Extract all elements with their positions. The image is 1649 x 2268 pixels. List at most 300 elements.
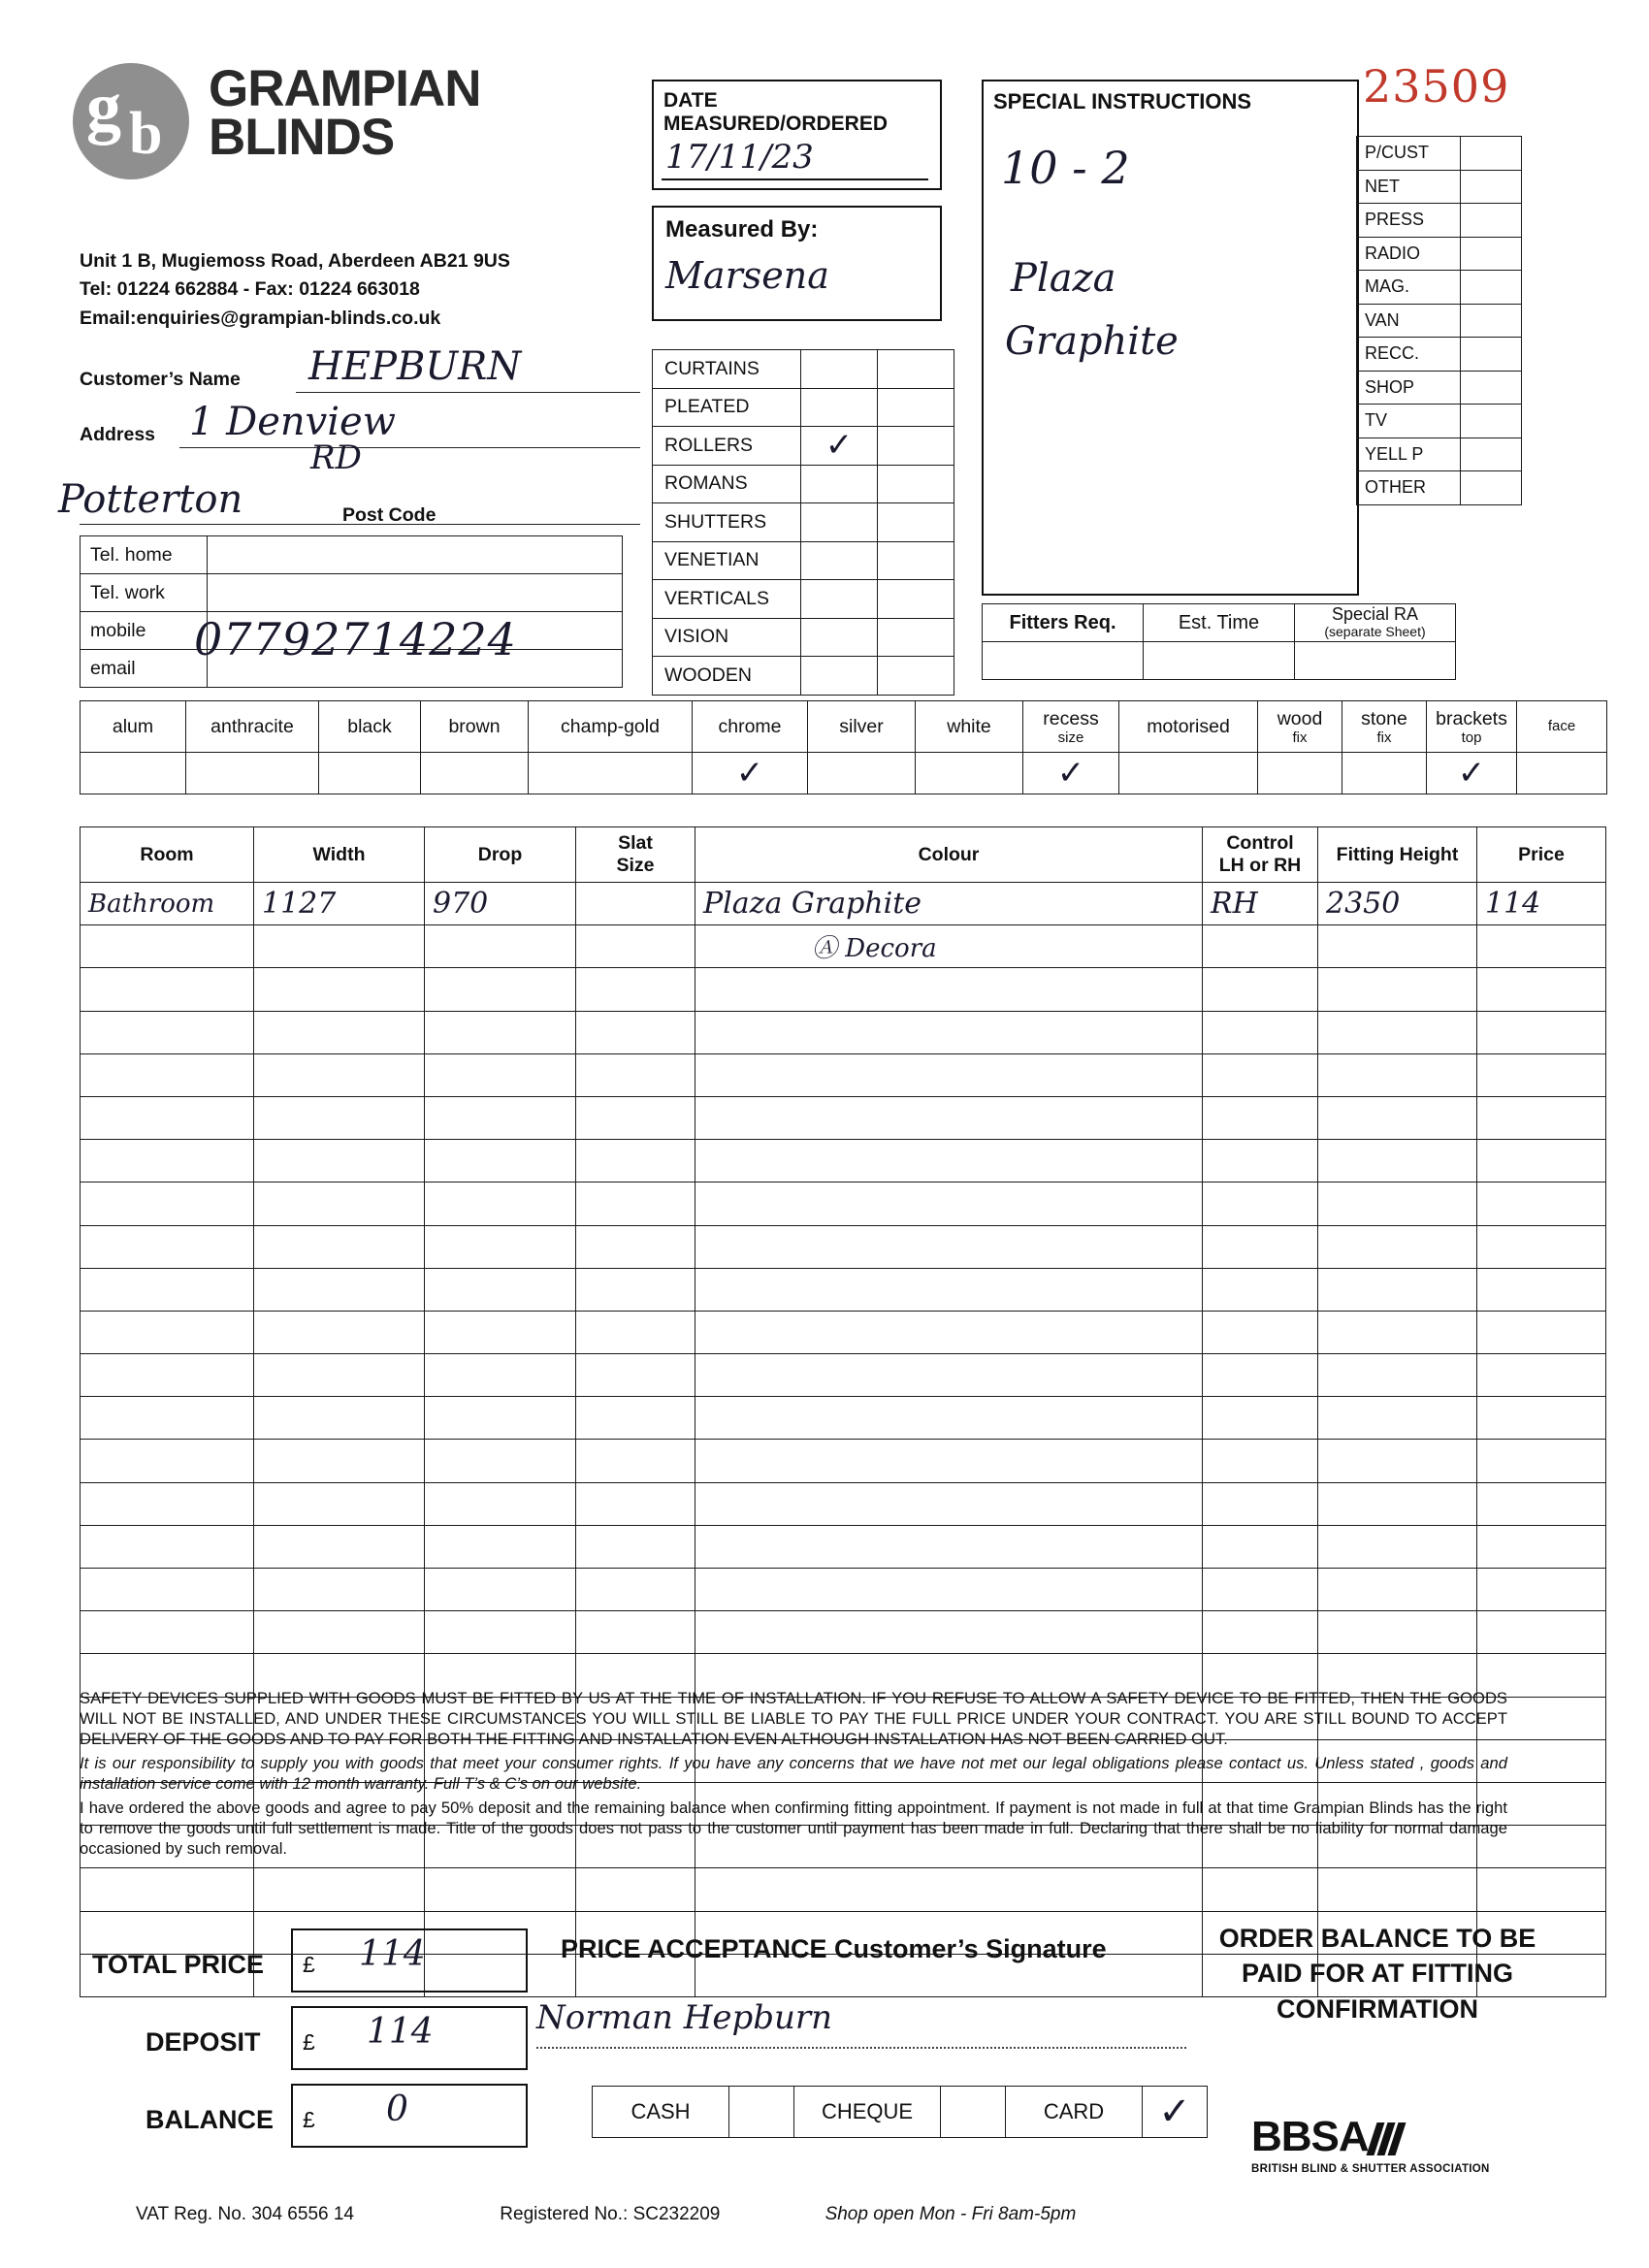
cell-empty[interactable] — [425, 1225, 576, 1268]
media-value[interactable] — [1461, 371, 1522, 405]
cell-empty[interactable] — [81, 1482, 254, 1525]
cell-empty[interactable] — [81, 1569, 254, 1611]
cell-empty[interactable] — [81, 1868, 254, 1911]
media-label: YELL P — [1357, 437, 1461, 471]
cell-empty[interactable] — [81, 1096, 254, 1139]
cell-empty[interactable] — [254, 1096, 425, 1139]
table-row[interactable] — [81, 883, 1606, 925]
cell-empty[interactable] — [1203, 1096, 1318, 1139]
media-label: PRESS — [1357, 204, 1461, 238]
product-type-check-2[interactable] — [878, 580, 954, 619]
deposit-value[interactable]: 114 — [367, 2012, 434, 2052]
cell-empty[interactable] — [1203, 1868, 1318, 1911]
cell-empty[interactable] — [81, 1911, 254, 1954]
option-check-cell[interactable] — [319, 753, 421, 794]
product-type-label: PLEATED — [653, 388, 801, 427]
product-type-row — [653, 350, 954, 389]
cell-empty[interactable] — [425, 1268, 576, 1311]
cell-empty[interactable] — [1318, 1354, 1477, 1397]
cell-empty[interactable] — [81, 1525, 254, 1568]
payment-method-label: CHEQUE — [794, 2087, 941, 2138]
cell-empty[interactable] — [1318, 1868, 1477, 1911]
customer-address-value-2[interactable]: RD — [310, 438, 362, 477]
product-type-check-2[interactable] — [878, 427, 954, 466]
media-value[interactable] — [1461, 304, 1522, 338]
cell-empty[interactable] — [1318, 968, 1477, 1011]
balance-value[interactable]: 0 — [386, 2090, 408, 2129]
payment-method-label: CASH — [593, 2087, 729, 2138]
cell-fitting_height-cont[interactable] — [1318, 925, 1477, 968]
cell-empty[interactable] — [695, 1611, 1203, 1654]
table-row[interactable] — [81, 968, 1606, 1011]
cell-empty[interactable] — [695, 1053, 1203, 1096]
table-row[interactable] — [81, 1440, 1606, 1482]
cell-empty[interactable] — [254, 1482, 425, 1525]
media-value[interactable] — [1461, 471, 1522, 505]
cell-price-cont[interactable] — [1477, 925, 1606, 968]
column-header — [425, 827, 576, 883]
cell-empty[interactable] — [1318, 1225, 1477, 1268]
customer-name-value[interactable]: HEPBURN — [308, 344, 522, 389]
media-value[interactable] — [1461, 271, 1522, 305]
product-type-check-2[interactable] — [878, 618, 954, 657]
cell-empty[interactable] — [576, 1611, 695, 1654]
cell-control-cont[interactable] — [1203, 925, 1318, 968]
cell-empty[interactable] — [576, 1525, 695, 1568]
media-value[interactable] — [1461, 204, 1522, 238]
cell-empty[interactable] — [576, 1482, 695, 1525]
option-check-cell[interactable] — [1517, 753, 1607, 794]
cell-empty[interactable] — [1477, 1053, 1606, 1096]
cell-slat[interactable] — [576, 883, 695, 925]
product-type-check-1[interactable] — [801, 350, 878, 389]
option-header — [81, 701, 186, 753]
cell-empty[interactable] — [576, 1268, 695, 1311]
option-check-cell[interactable] — [1258, 753, 1342, 794]
cell-empty[interactable] — [1203, 1482, 1318, 1525]
cell-empty[interactable] — [81, 1011, 254, 1053]
cell-empty[interactable] — [576, 1868, 695, 1911]
table-row[interactable] — [81, 1397, 1606, 1440]
option-check-cell[interactable] — [808, 753, 916, 794]
option-check-cell[interactable] — [1427, 753, 1517, 794]
product-type-check-1[interactable] — [801, 580, 878, 619]
option-check-cell[interactable] — [186, 753, 319, 794]
media-label: RADIO — [1357, 237, 1461, 271]
cell-empty[interactable] — [254, 1440, 425, 1482]
cell-empty[interactable] — [425, 1354, 576, 1397]
contact-value[interactable] — [208, 536, 623, 574]
table-row[interactable] — [81, 1011, 1606, 1053]
company-email: Email:enquiries@grampian-blinds.co.uk — [80, 307, 441, 329]
cell-empty[interactable] — [1318, 1096, 1477, 1139]
cell-empty[interactable] — [1203, 1140, 1318, 1183]
cell-empty[interactable] — [695, 1183, 1203, 1225]
cell-empty[interactable] — [81, 1611, 254, 1654]
cell-empty[interactable] — [81, 1440, 254, 1482]
cell-empty[interactable] — [1318, 1268, 1477, 1311]
payment-method-check[interactable] — [729, 2087, 794, 2138]
cell-empty[interactable] — [1477, 1011, 1606, 1053]
option-check-cell[interactable] — [1342, 753, 1427, 794]
cell-empty[interactable] — [576, 1397, 695, 1440]
cell-empty[interactable] — [576, 1311, 695, 1353]
cell-empty[interactable] — [1477, 968, 1606, 1011]
product-type-check-1[interactable] — [801, 657, 878, 696]
media-label: TV — [1357, 405, 1461, 438]
cell-empty[interactable] — [695, 1525, 1203, 1568]
option-check-cell[interactable] — [421, 753, 529, 794]
mobile-value-handwritten[interactable]: 07792714224 — [194, 613, 517, 665]
payment-method-check[interactable] — [941, 2087, 1006, 2138]
cell-empty[interactable] — [81, 968, 254, 1011]
cell-empty[interactable] — [1203, 1611, 1318, 1654]
balance-box[interactable] — [291, 2084, 528, 2148]
est-time-label: Est. Time — [1144, 604, 1295, 642]
price-acceptance-title — [561, 1934, 1107, 1964]
cell-empty[interactable] — [1203, 1225, 1318, 1268]
table-row[interactable] — [81, 1053, 1606, 1096]
cell-empty[interactable] — [695, 1096, 1203, 1139]
product-type-check-2[interactable] — [878, 388, 954, 427]
cell-empty[interactable] — [1318, 1311, 1477, 1353]
cell-empty[interactable] — [254, 1569, 425, 1611]
cell-empty[interactable] — [1318, 1611, 1477, 1654]
cell-control[interactable]: RH — [1203, 883, 1318, 925]
cell-empty[interactable] — [576, 1096, 695, 1139]
table-row[interactable] — [81, 1482, 1606, 1525]
media-label: P/CUST — [1357, 137, 1461, 171]
est-time-value[interactable] — [1144, 642, 1295, 680]
cell-empty[interactable] — [576, 1183, 695, 1225]
cell-empty[interactable] — [254, 1611, 425, 1654]
cell-empty[interactable] — [1203, 1268, 1318, 1311]
product-type-check-1[interactable] — [801, 618, 878, 657]
cell-empty[interactable] — [695, 1268, 1203, 1311]
cell-room-cont[interactable] — [81, 925, 254, 968]
column-header — [576, 827, 695, 883]
cell-empty[interactable] — [695, 1225, 1203, 1268]
cell-empty[interactable] — [576, 1053, 695, 1096]
cell-empty[interactable] — [1477, 1482, 1606, 1525]
cell-empty[interactable] — [576, 1354, 695, 1397]
table-row[interactable] — [81, 1096, 1606, 1139]
customer-address-value-1[interactable]: 1 Denview — [189, 400, 396, 444]
product-type-check-1[interactable] — [801, 427, 878, 466]
cell-empty[interactable] — [254, 1140, 425, 1183]
cell-empty[interactable] — [81, 1053, 254, 1096]
product-type-table — [652, 349, 954, 696]
table-row[interactable] — [81, 1225, 1606, 1268]
cell-empty[interactable] — [1318, 1053, 1477, 1096]
product-type-check-2[interactable] — [878, 541, 954, 580]
option-check-cell[interactable] — [1119, 753, 1258, 794]
product-type-check-1[interactable] — [801, 465, 878, 503]
cell-empty[interactable] — [81, 1183, 254, 1225]
date-title-line2: MEASURED/ORDERED — [663, 113, 889, 136]
media-value[interactable] — [1461, 237, 1522, 271]
product-type-check-1[interactable] — [801, 388, 878, 427]
special-instructions-line2[interactable]: Plaza — [1011, 256, 1116, 301]
cell-empty[interactable] — [425, 1482, 576, 1525]
product-type-check-2[interactable] — [878, 657, 954, 696]
cell-price[interactable]: 114 — [1477, 883, 1606, 925]
table-row[interactable] — [81, 925, 1606, 968]
cell-empty[interactable] — [1477, 1311, 1606, 1353]
product-type-check-1[interactable] — [801, 541, 878, 580]
contact-value[interactable] — [208, 574, 623, 612]
cell-empty[interactable] — [254, 1183, 425, 1225]
cell-empty[interactable] — [1477, 1354, 1606, 1397]
table-row[interactable] — [81, 1868, 1606, 1911]
cell-empty[interactable] — [425, 968, 576, 1011]
cell-empty[interactable] — [254, 1311, 425, 1353]
cell-empty[interactable] — [1318, 1482, 1477, 1525]
cell-empty[interactable] — [1203, 1569, 1318, 1611]
special-instructions-line1[interactable]: 10 - 2 — [1001, 142, 1130, 194]
footer-vat: VAT Reg. No. 304 6556 14 — [136, 2204, 354, 2224]
cell-empty[interactable] — [254, 1868, 425, 1911]
media-value[interactable] — [1461, 405, 1522, 438]
cell-empty[interactable] — [695, 1354, 1203, 1397]
media-value[interactable] — [1461, 338, 1522, 372]
bbsa-subtitle: BRITISH BLIND & SHUTTER ASSOCIATION — [1251, 2163, 1490, 2175]
terms-paragraph-1: SAFETY DEVICES SUPPLIED WITH GOODS MUST BE FITTED BY US AT THE TIME OF INSTALLATION. IF YOU REFUSE TO ALLOW A SAFETY DEVICE TO BE FITTED, THEN THE GOODS WILL NOT BE INSTALLED, AND UNDER THESE CIRCUMSTANCES YOU WILL STILL BE LIABLE TO PAY THE FULL PRICE UNDER YOUR CONTRACT. YOU ARE STILL BOUND TO ACCEPT DELIVERY OF THE GOODS AND TO PAY FOR BOTH THE FITTING AND INSTALLATION EVEN ALTHOUGH INSTALLATION HAS NOT BEEN CARRIED OUT. — [80, 1689, 1507, 1749]
cell-empty[interactable] — [254, 1525, 425, 1568]
page-footer — [136, 2204, 1397, 2225]
logo-circle-icon: g b — [73, 63, 189, 179]
cell-empty[interactable] — [1318, 1183, 1477, 1225]
table-row[interactable] — [81, 1611, 1606, 1654]
cell-empty[interactable] — [425, 1096, 576, 1139]
product-type-row — [653, 427, 954, 466]
option-label: champ-gold — [561, 715, 660, 737]
column-header — [695, 827, 1203, 883]
cell-empty[interactable] — [1477, 1397, 1606, 1440]
company-contact-info — [80, 247, 652, 333]
check-mark-icon: ✓ — [824, 426, 854, 466]
terms-paragraph-3: I have ordered the above goods and agree to pay 50% deposit and the remaining balance when confirming fitting appointment. If payment is not made in full at that time Grampian Blinds has the right to remove the goods until full settlement is made. Title of the goods does not pass to the customer until payment has been made in full. Declaring that there shall be no liability for normal damage occasioned by such removal. — [80, 1798, 1507, 1859]
product-type-row — [653, 580, 954, 619]
cell-empty[interactable] — [1203, 1397, 1318, 1440]
cell-empty[interactable] — [695, 1569, 1203, 1611]
product-type-check-2[interactable] — [878, 465, 954, 503]
option-check-cell[interactable] — [693, 753, 808, 794]
cell-empty[interactable] — [1318, 1397, 1477, 1440]
table-row[interactable] — [81, 1183, 1606, 1225]
date-value[interactable]: 17/11/23 — [665, 138, 814, 177]
fitters-req-label: Fitters Req. — [983, 604, 1144, 642]
cell-empty[interactable] — [695, 1397, 1203, 1440]
cell-empty[interactable] — [425, 1440, 576, 1482]
cell-empty[interactable] — [81, 1397, 254, 1440]
cell-empty[interactable] — [695, 1140, 1203, 1183]
cell-empty[interactable] — [425, 1397, 576, 1440]
cell-empty[interactable] — [81, 1311, 254, 1353]
option-header — [319, 701, 421, 753]
option-label: brown — [448, 715, 501, 737]
customer-address-value-3[interactable]: Potterton — [58, 477, 243, 522]
cell-empty[interactable] — [576, 1140, 695, 1183]
cell-empty[interactable] — [576, 1011, 695, 1053]
cell-empty[interactable] — [1203, 1525, 1318, 1568]
cell-empty[interactable] — [1477, 1569, 1606, 1611]
option-check-cell[interactable] — [1023, 753, 1119, 794]
product-type-check-2[interactable] — [878, 350, 954, 389]
cell-empty[interactable] — [1477, 1868, 1606, 1911]
cell-empty[interactable] — [81, 1225, 254, 1268]
cell-empty[interactable] — [1477, 1225, 1606, 1268]
cell-empty[interactable] — [81, 1268, 254, 1311]
cell-empty[interactable] — [81, 1140, 254, 1183]
total-price-label: TOTAL PRICE — [92, 1950, 265, 1979]
cell-empty[interactable] — [1318, 1569, 1477, 1611]
cell-colour[interactable]: Plaza Graphite — [695, 883, 1203, 925]
cell-empty[interactable] — [1477, 1440, 1606, 1482]
special-instructions-line3[interactable]: Graphite — [1005, 319, 1179, 364]
cell-empty[interactable] — [576, 968, 695, 1011]
cell-empty[interactable] — [1477, 1268, 1606, 1311]
cell-empty[interactable] — [254, 1354, 425, 1397]
cell-empty[interactable] — [254, 1011, 425, 1053]
customer-address-rule-1 — [179, 447, 640, 448]
cell-empty[interactable] — [1477, 1183, 1606, 1225]
contact-label: email — [81, 650, 208, 688]
total-price-currency: £ — [303, 1952, 315, 1977]
option-label: motorised — [1147, 715, 1230, 737]
option-header — [1119, 701, 1258, 753]
cell-drop-cont[interactable] — [425, 925, 576, 968]
column-header — [1477, 827, 1606, 883]
cell-empty[interactable] — [1318, 1440, 1477, 1482]
cell-empty[interactable] — [576, 1225, 695, 1268]
cell-empty[interactable] — [695, 1311, 1203, 1353]
column-header — [81, 827, 254, 883]
cell-empty[interactable] — [1203, 968, 1318, 1011]
cell-empty[interactable] — [695, 968, 1203, 1011]
customer-address-label: Address — [80, 424, 156, 445]
cell-empty[interactable] — [425, 1611, 576, 1654]
option-check-cell[interactable] — [916, 753, 1023, 794]
cell-empty[interactable] — [425, 1311, 576, 1353]
option-label: chrome — [718, 715, 782, 737]
company-address: Unit 1 B, Mugiemoss Road, Aberdeen AB21 9US — [80, 250, 510, 272]
cell-empty[interactable] — [254, 1268, 425, 1311]
cell-empty[interactable] — [1477, 1096, 1606, 1139]
cell-room[interactable]: Bathroom — [81, 883, 254, 925]
product-type-check-2[interactable] — [878, 503, 954, 542]
customer-name-label: Customer’s Name — [80, 369, 241, 390]
cell-empty[interactable] — [695, 1440, 1203, 1482]
measured-by-value[interactable]: Marsena — [665, 254, 829, 297]
cell-empty[interactable] — [576, 1569, 695, 1611]
cell-empty[interactable] — [1318, 1525, 1477, 1568]
table-row[interactable] — [81, 1311, 1606, 1353]
media-label: OTHER — [1357, 471, 1461, 505]
product-type-label: SHUTTERS — [653, 503, 801, 542]
cell-empty[interactable] — [1203, 1183, 1318, 1225]
cell-empty[interactable] — [425, 1569, 576, 1611]
cell-empty[interactable] — [1477, 1525, 1606, 1568]
option-sublabel: top — [1461, 729, 1482, 746]
date-underline — [662, 178, 928, 180]
cell-empty[interactable] — [1203, 1354, 1318, 1397]
company-phone: Tel: 01224 662884 - Fax: 01224 663018 — [80, 278, 420, 301]
cell-empty[interactable] — [1203, 1011, 1318, 1053]
product-type-check-1[interactable] — [801, 503, 878, 542]
cell-empty[interactable] — [425, 1868, 576, 1911]
cell-empty[interactable] — [1318, 1140, 1477, 1183]
customer-signature[interactable]: Norman Hepburn — [536, 1998, 833, 2037]
media-value[interactable] — [1461, 170, 1522, 204]
cell-empty[interactable] — [1203, 1440, 1318, 1482]
table-row[interactable] — [81, 1140, 1606, 1183]
table-row[interactable] — [81, 1268, 1606, 1311]
cell-empty[interactable] — [1477, 1611, 1606, 1654]
option-check-cell[interactable] — [529, 753, 693, 794]
measured-by-label: Measured By: — [665, 216, 819, 243]
option-label: alum — [112, 715, 154, 737]
special-instructions-box — [982, 80, 1359, 596]
cell-empty[interactable] — [254, 968, 425, 1011]
cell-slat-cont[interactable] — [576, 925, 695, 968]
terms-and-conditions — [80, 1688, 1507, 1860]
media-value[interactable] — [1461, 137, 1522, 171]
cell-empty[interactable] — [695, 1011, 1203, 1053]
option-header — [1517, 701, 1607, 753]
cell-empty[interactable] — [425, 1525, 576, 1568]
column-header-line1: Width — [312, 843, 366, 865]
cell-empty[interactable] — [425, 1053, 576, 1096]
payment-method-check[interactable] — [1143, 2087, 1208, 2138]
contact-row — [81, 574, 623, 612]
table-row[interactable] — [81, 1569, 1606, 1611]
option-check-cell[interactable] — [81, 753, 186, 794]
cell-empty[interactable] — [425, 1183, 576, 1225]
cell-empty[interactable] — [1203, 1053, 1318, 1096]
table-row[interactable] — [81, 1354, 1606, 1397]
cell-empty[interactable] — [1477, 1140, 1606, 1183]
cell-empty[interactable] — [425, 1011, 576, 1053]
special-ra-value[interactable] — [1295, 642, 1456, 680]
cell-width[interactable]: 1127 — [254, 883, 425, 925]
postcode-label: Post Code — [342, 504, 436, 526]
media-label: VAN — [1357, 304, 1461, 338]
fitters-req-value[interactable] — [983, 642, 1144, 680]
total-price-value[interactable]: 114 — [359, 1934, 426, 1974]
column-header-line2: LH or RH — [1218, 855, 1302, 876]
cell-empty[interactable] — [254, 1225, 425, 1268]
cell-empty[interactable] — [576, 1440, 695, 1482]
cell-colour-cont[interactable]: Ⓐ Decora — [695, 925, 1203, 968]
table-row[interactable] — [81, 1525, 1606, 1568]
media-value[interactable] — [1461, 437, 1522, 471]
column-header — [254, 827, 425, 883]
cell-empty[interactable] — [425, 1140, 576, 1183]
option-header — [916, 701, 1023, 753]
column-header-line1: Price — [1518, 843, 1565, 865]
cell-empty[interactable] — [254, 1397, 425, 1440]
cell-empty[interactable] — [695, 1482, 1203, 1525]
cell-empty[interactable] — [1318, 1011, 1477, 1053]
cell-drop[interactable]: 970 — [425, 883, 576, 925]
cell-empty[interactable] — [695, 1868, 1203, 1911]
cell-empty[interactable] — [1203, 1311, 1318, 1353]
cell-empty[interactable] — [81, 1354, 254, 1397]
cell-width-cont[interactable] — [254, 925, 425, 968]
cell-empty[interactable] — [254, 1053, 425, 1096]
cell-fitting_height[interactable]: 2350 — [1318, 883, 1477, 925]
